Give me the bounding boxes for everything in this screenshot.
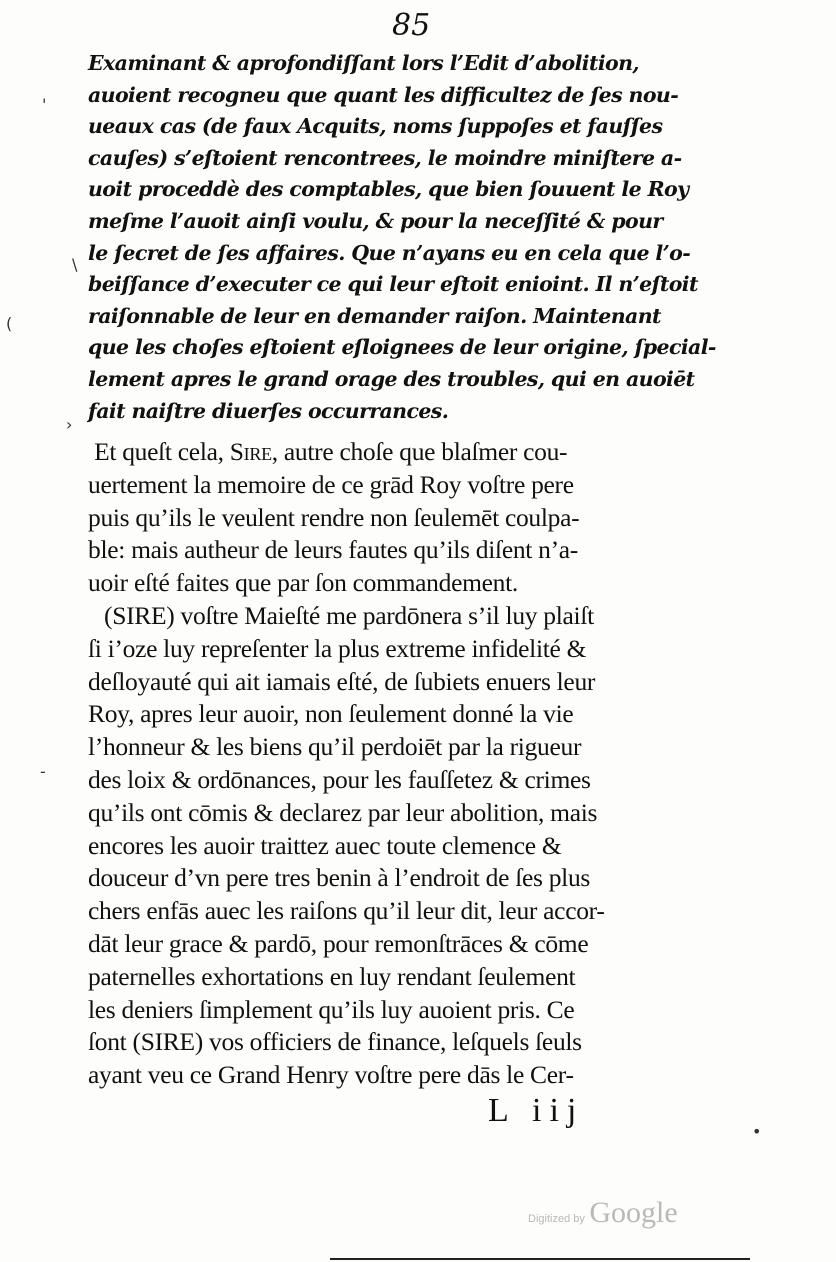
speck-mark: › <box>66 415 73 434</box>
speck-mark: • <box>752 1122 762 1141</box>
watermark <box>528 1196 678 1230</box>
text-line: uertement la memoire de ce grād Roy voſtre pere <box>88 469 574 499</box>
text-line: uoit proceddè des comptables, que bien ſouuent le Roy <box>88 177 689 202</box>
speck-mark: - <box>40 762 46 781</box>
signature-mark: L iij <box>488 1092 585 1129</box>
speck-mark: ( <box>6 314 13 333</box>
text-segment: , autre choſe que blaſmer cou- <box>271 437 568 466</box>
bottom-rule <box>330 1258 750 1260</box>
text-line: ueaux cas (de faux Acquits, noms ſuppoſes et fauſſes <box>88 114 663 139</box>
text-line: encores les auoir traittez auec toute clemence & <box>88 830 562 860</box>
text-line: les deniers ſimplement qu’ils luy auoient pris. Ce <box>88 994 575 1024</box>
text-line: ble: mais autheur de leurs fautes qu’ils diſent n’a- <box>88 535 578 565</box>
speck-mark: ' <box>42 95 47 114</box>
text-line: deſloyauté qui ait iamais eſté, de ſubiets enuers leur <box>88 666 596 696</box>
text-line <box>88 436 698 469</box>
text-line: qu’ils ont cōmis & declarez par leur abolition, mais <box>88 797 598 827</box>
text-line: ayant veu ce Grand Henry voſtre pere dās le Cer- <box>88 1060 574 1090</box>
text-line: (SIRE) voſtre Maieſté me pardōnera s’il luy plaiſt <box>104 600 594 630</box>
text-line: paternelles exhortations en luy rendant ſeulement <box>88 961 576 991</box>
watermark-brand: Google <box>589 1196 678 1229</box>
text-line: Examinant & aprofondiſſant lors l’Edit d’abolition, <box>88 51 639 75</box>
text-line: cauſes) s’eſtoient rencontrees, le moindre miniſtere a- <box>88 145 682 170</box>
sire-smallcaps: Sire <box>229 437 272 466</box>
text-line: Roy, apres leur auoir, non ſeulement donné la vie <box>88 699 574 729</box>
text-line: lement apres le grand orage des troubles, qui en auoiēt <box>88 366 695 391</box>
text-line: puis qu’ils le veulent rendre non ſeulemēt coulpa- <box>88 502 580 532</box>
text-line: uoir eſté faites que par ſon commandement. <box>88 568 518 598</box>
text-line: raiſonnable de leur en demander raiſon. Maintenant <box>88 303 661 328</box>
text-line: dāt leur grace & pardō, pour remonſtrāces & cōme <box>88 928 589 958</box>
text-line: ſont (SIRE) vos officiers de finance, leſquels ſeuls <box>88 1027 582 1057</box>
text-line: le ſecret de ſes affaires. Que n’ayans eu en cela que l’o- <box>88 240 691 265</box>
text-segment: Et queſt cela, <box>94 437 230 466</box>
watermark-prefix: Digitized by <box>528 1213 585 1225</box>
body-text <box>88 436 698 1092</box>
text-line: douceur d’vn pere tres benin à l’endroit de ſes plus <box>88 863 591 893</box>
text-line: beiſſance d’executer ce qui leur eſtoit enioint. Il n’eſtoit <box>88 272 698 297</box>
text-line: fait naiſtre diuerſes occurrances. <box>88 398 449 423</box>
page-number: 85 <box>392 8 431 43</box>
text-line: que les choſes eſtoient eſloignees de leur origine, ſpecial- <box>88 335 716 360</box>
text-line: auoient recogneu que quant les difficultez de ſes nou- <box>88 82 679 107</box>
italic-paragraph <box>88 48 716 427</box>
text-line: ſi i’oze luy repreſenter la plus extreme infidelité & <box>88 633 587 663</box>
text-line: meſme l’auoit ainſi voulu, & pour la neceſſité & pour <box>88 208 663 233</box>
text-line: des loix & ordōnances, pour les fauſſetez & crimes <box>88 764 591 794</box>
text-line: chers enfās auec les raiſons qu’il leur dit, leur accor- <box>88 896 605 926</box>
text-line: l’honneur & les biens qu’il perdoiēt par la rigueur <box>88 732 582 762</box>
speck-mark: \ <box>72 255 78 274</box>
